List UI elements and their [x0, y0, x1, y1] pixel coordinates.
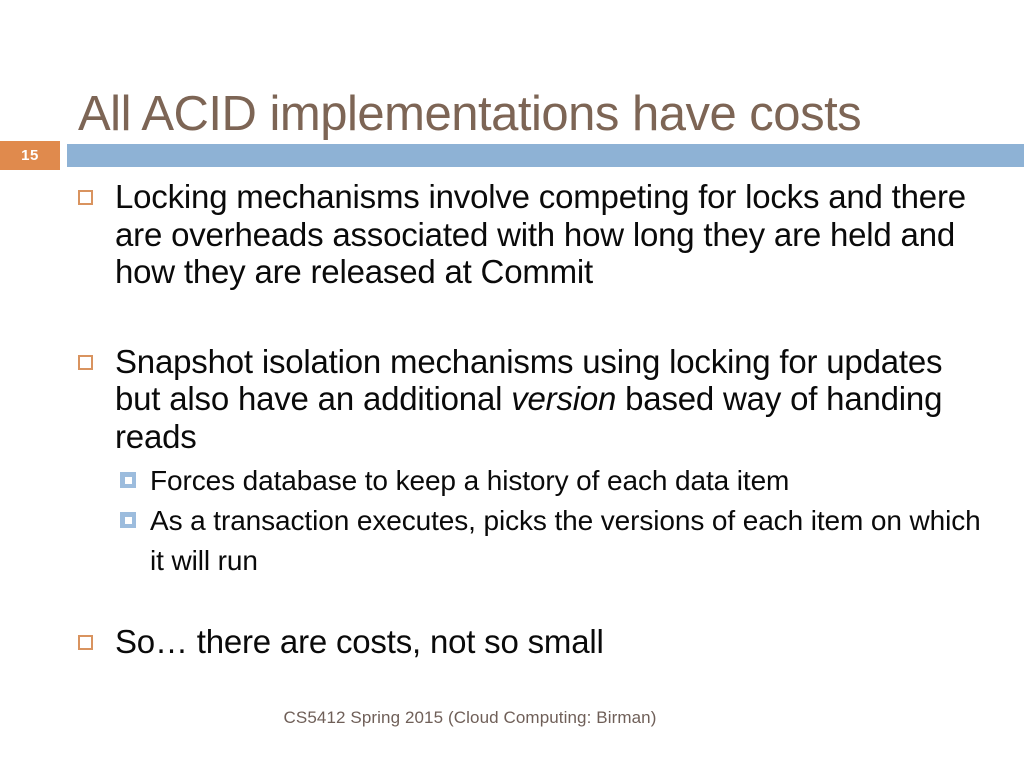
- bullet-item-2: [0, 343, 1024, 456]
- spacer: [0, 581, 1024, 623]
- slide-number-badge: 15: [0, 141, 60, 170]
- page-title: All ACID implementations have costs: [78, 86, 862, 141]
- spacer: [0, 291, 1024, 343]
- bullet-text-2: [115, 343, 994, 456]
- bullet-text-1: Locking mechanisms involve competing for locks and there are overheads associated with how long they are held and how they are released at Commit: [115, 178, 966, 290]
- bullet-text-2-part-a: Snapshot isolation mechanisms using locking for updates but also have an additional: [115, 342, 943, 417]
- sub-bullet-text-2: As a transaction executes, picks the versions of each item on which it will run: [150, 505, 981, 576]
- sub-bullet-item-1: [0, 461, 1024, 501]
- bullet-text-2-emphasis: version: [511, 380, 617, 417]
- slide-body: [0, 178, 1024, 661]
- bullet-text-2-part-b: based way of handing reads: [115, 380, 943, 455]
- bullet-item-3: [0, 623, 1024, 661]
- sub-bullet-text-1: Forces database to keep a history of each data item: [150, 465, 790, 496]
- filled-square-bullet-icon: [120, 512, 136, 528]
- hollow-square-bullet-icon: [78, 355, 93, 370]
- footer-course-note: CS5412 Spring 2015 (Cloud Computing: Birman): [283, 708, 657, 727]
- bullet-text-3: So… there are costs, not so small: [115, 623, 604, 660]
- filled-square-bullet-icon: [120, 472, 136, 488]
- sub-bullet-item-2: [0, 501, 1024, 581]
- hollow-square-bullet-icon: [78, 635, 93, 650]
- header-divider: [67, 144, 1024, 167]
- hollow-square-bullet-icon: [78, 190, 93, 205]
- bullet-item-1: [0, 178, 1024, 291]
- sub-bullet-list: [0, 461, 1024, 581]
